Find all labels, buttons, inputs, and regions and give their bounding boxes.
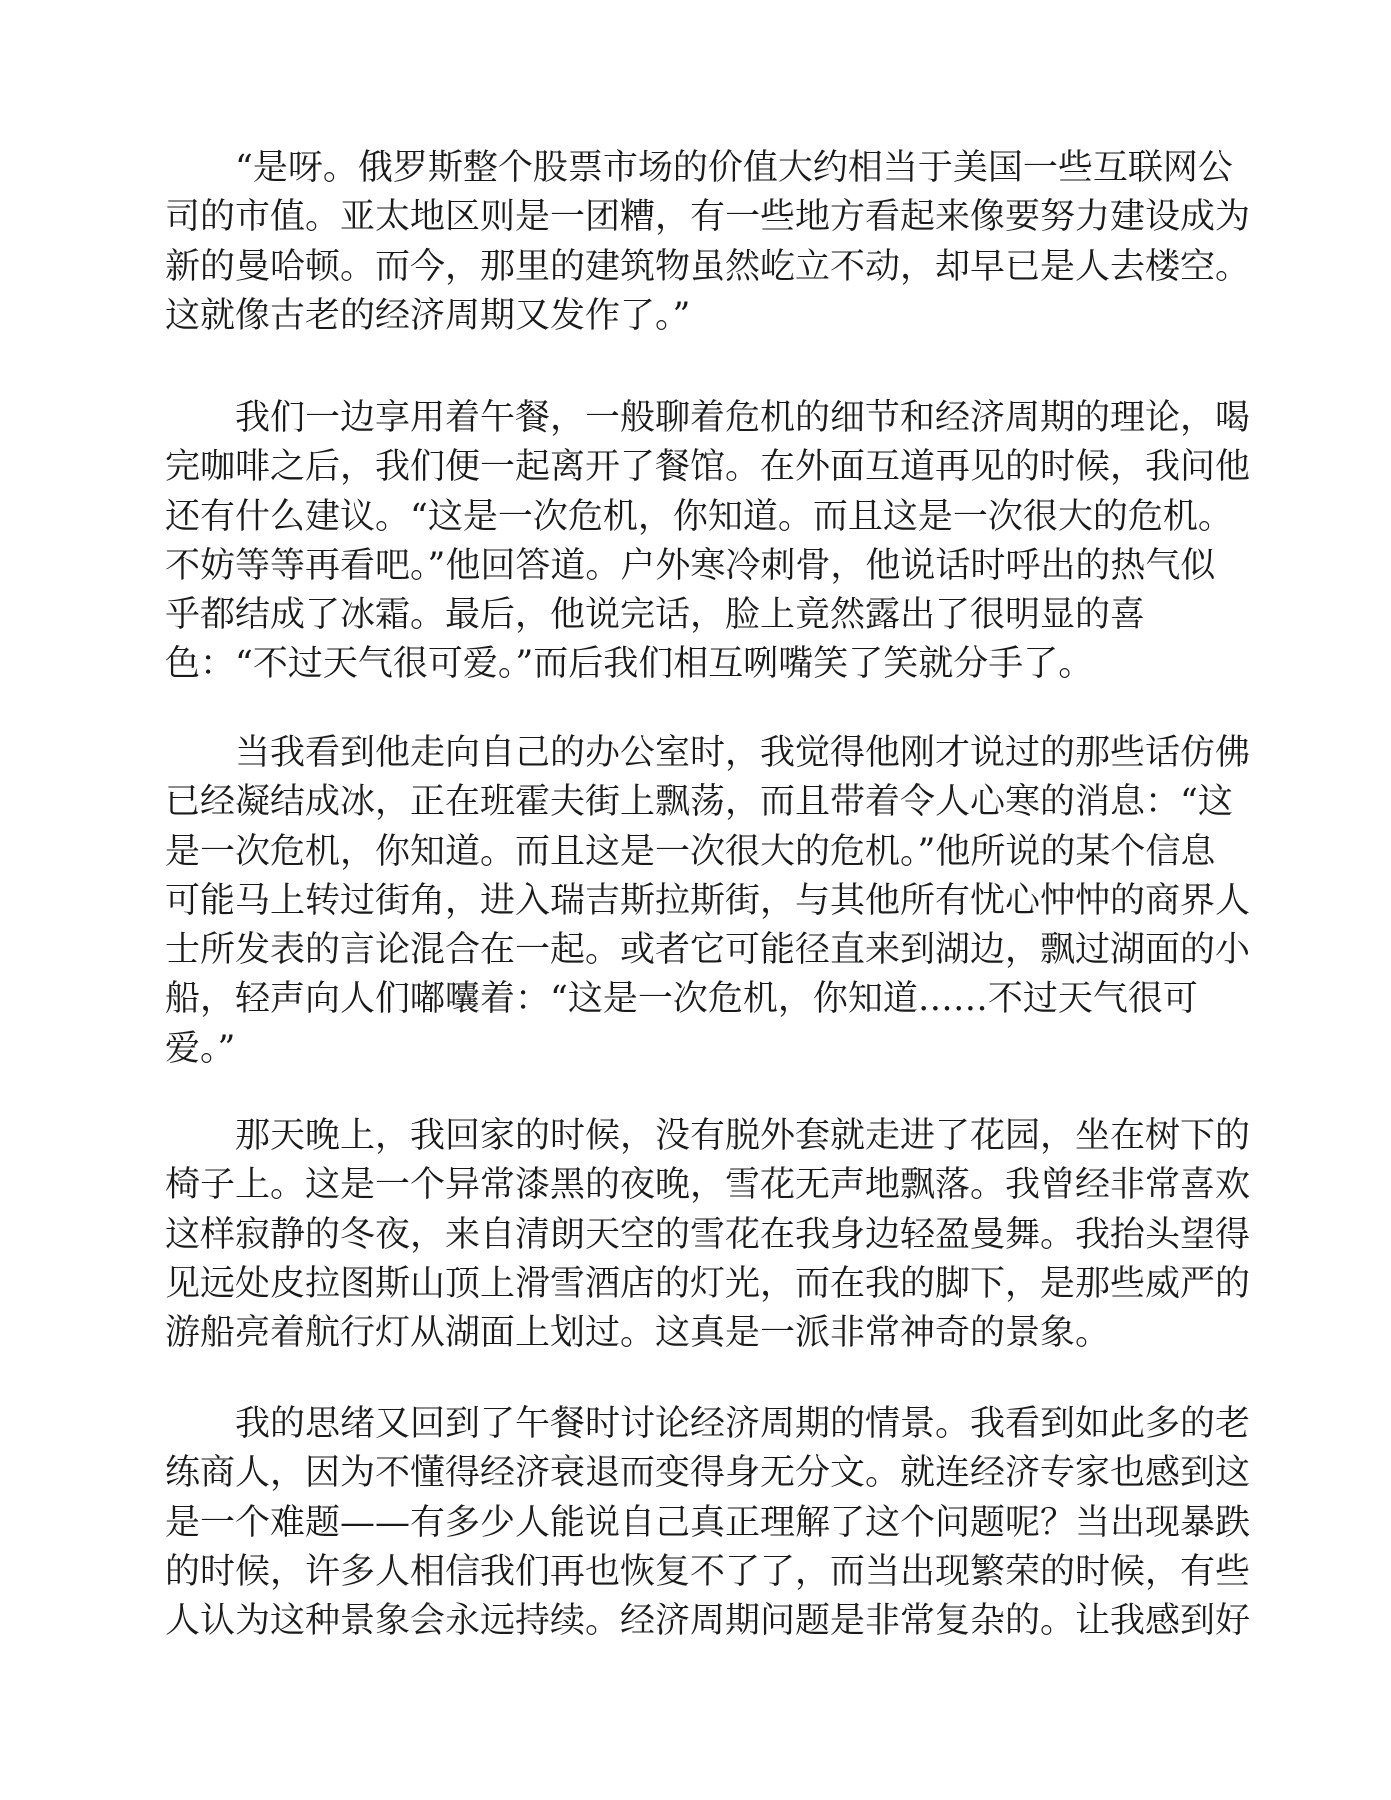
paragraph-line: 练商人，因为不懂得经济衰退而变得身无分文。就连经济专家也感到这	[165, 1453, 1251, 1494]
paragraph-3	[165, 729, 1251, 1074]
paragraph-line: 游船亮着航行灯从湖面上划过。这真是一派非常神奇的景象。	[165, 1313, 1111, 1354]
paragraph-line: 椅子上。这是一个异常漆黑的夜晚，雪花无声地飘落。我曾经非常喜欢	[165, 1165, 1251, 1206]
paragraph-5	[165, 1400, 1251, 1646]
paragraph-line: 这就像古老的经济周期又发作了。”	[165, 295, 691, 336]
paragraph-line: 还有什么建议。“这是一次危机，你知道。而且这是一次很大的危机。	[165, 496, 1233, 537]
paragraph-line: 是一次危机，你知道。而且这是一次很大的危机。”他所说的某个信息	[165, 831, 1216, 872]
paragraph-line: 这样寂静的冬夜，来自清朗天空的雪花在我身边轻盈曼舞。我抬头望得	[165, 1214, 1251, 1255]
paragraph-line: 爱。”	[165, 1028, 236, 1069]
paragraph-4	[165, 1112, 1251, 1358]
paragraph-line: 司的市值。亚太地区则是一团糟，有一些地方看起来像要努力建设成为	[165, 197, 1251, 238]
paragraph-line: 完咖啡之后，我们便一起离开了餐馆。在外面互道再见的时候，我问他	[165, 447, 1251, 488]
paragraph-line: 新的曼哈顿。而今，那里的建筑物虽然屹立不动，却早已是人去楼空。	[165, 246, 1251, 287]
paragraph-line: “是呀。俄罗斯整个股票市场的价值大约相当于美国一些互联网公	[235, 148, 1233, 188]
paragraph-line: 当我看到他走向自己的办公室时，我觉得他刚才说过的那些话仿佛	[235, 733, 1251, 773]
paragraph-line: 那天晚上，我回家的时候，没有脱外套就走进了花园，坐在树下的	[235, 1116, 1251, 1156]
paragraph-2	[165, 394, 1251, 690]
paragraph-line: 可能马上转过街角，进入瑞吉斯拉斯街，与其他所有忧心忡忡的商界人	[165, 880, 1251, 921]
paragraph-line: 不妨等等再看吧。”他回答道。户外寒冷刺骨，他说话时呼出的热气似	[165, 545, 1216, 586]
paragraph-line: 我们一边享用着午餐，一般聊着危机的细节和经济周期的理论，喝	[235, 398, 1251, 438]
paragraph-line: 是一个难题——有多少人能说自己真正理解了这个问题呢？当出现暴跌	[165, 1502, 1251, 1543]
paragraph-line: 乎都结成了冰霜。最后，他说完话，脸上竟然露出了很明显的喜	[165, 595, 1146, 636]
paragraph-line: 士所发表的言论混合在一起。或者它可能径直来到湖边，飘过湖面的小	[165, 930, 1251, 971]
paragraph-line: 我的思绪又回到了午餐时讨论经济周期的情景。我看到如此多的老	[235, 1404, 1251, 1444]
paragraph-line: 已经凝结成冰，正在班霍夫街上飘荡，而且带着令人心寒的消息：“这	[165, 782, 1233, 823]
paragraph-line: 色：“不过天气很可爱。”而后我们相互咧嘴笑了笑就分手了。	[165, 644, 1094, 685]
paragraph-line: 人认为这种景象会永远持续。经济周期问题是非常复杂的。让我感到好	[165, 1601, 1251, 1642]
paragraph-line: 船，轻声向人们嘟囔着：“这是一次危机，你知道……不过天气很可	[165, 979, 1198, 1020]
paragraph-line: 的时候，许多人相信我们再也恢复不了了，而当出现繁荣的时候，有些	[165, 1551, 1251, 1592]
paragraph-1	[165, 144, 1251, 341]
paragraph-line: 见远处皮拉图斯山顶上滑雪酒店的灯光，而在我的脚下，是那些威严的	[165, 1263, 1251, 1304]
